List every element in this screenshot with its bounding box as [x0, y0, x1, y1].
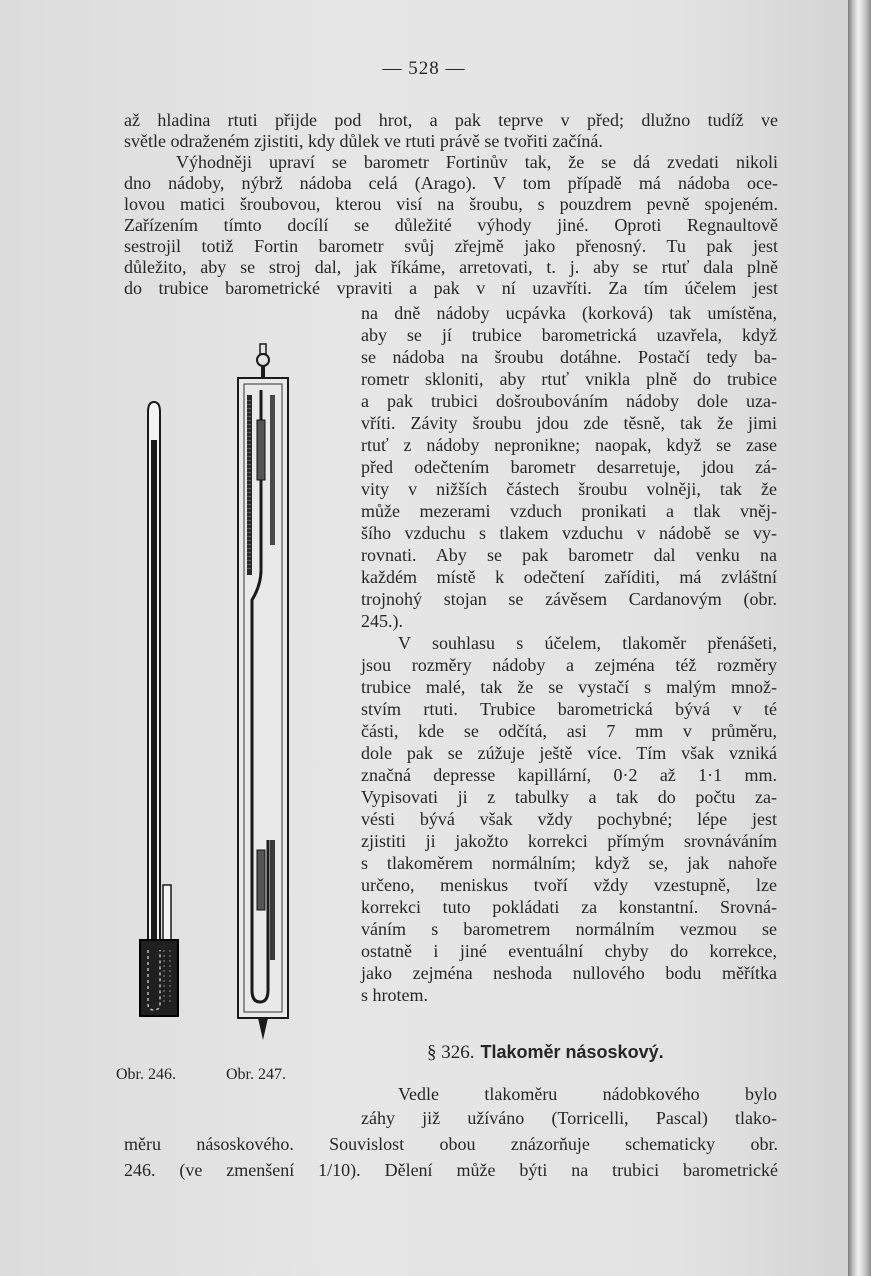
column-line: na dně nádoby ucpávka (korková) tak umístěna,: [361, 303, 777, 323]
page-number: — 528 —: [382, 58, 466, 79]
text-line: lovou matici šroubovou, kterou visí na šroubu, s pouzdrem pevně spojeném.: [124, 194, 778, 214]
column-line: s hrotem.: [361, 985, 428, 1005]
column-line: se nádoba na šroubu dotáhne. Postačí tedy ba-: [361, 347, 777, 367]
figure-caption-246: Obr. 246.: [116, 1066, 176, 1083]
column-line: s tlakoměrem normálním; když se, jak nahoře: [361, 853, 777, 873]
text-line: důležito, aby se stroj dal, jak říkáme, arretovati, t. j. aby se rtuť dala plně: [124, 257, 778, 277]
column-line: vříti. Závity šroubu jdou zde těsně, tak že jimi: [361, 413, 777, 433]
column-line: V souhlasu s účelem, tlakoměr přenášeti,: [398, 633, 777, 653]
column-line: před odečtením barometr desarretuje, jdou zá-: [361, 457, 777, 477]
column-line: trojnohý stojan se závěsem Cardanovým (obr.: [361, 589, 777, 609]
section-heading: [427, 1042, 664, 1064]
section-title: Tlakoměr násoskový.: [480, 1042, 664, 1062]
column-line: dole pak se zúžuje ještě více. Tím však vzniká: [361, 743, 777, 763]
text-line: sestrojil totiž Fortin barometr svůj zřejmě jako přenosný. Tu pak jest: [124, 236, 778, 256]
column-line: jsou rozměry nádoby a zejména též rozměry: [361, 655, 777, 675]
column-line: části, kde se odčítá, asi 7 mm v průměru,: [361, 721, 777, 741]
text-line: Výhodněji upraví se barometr Fortinův tak, že se dá zvedati nikoli: [176, 152, 778, 172]
text-line: Zařízením tímto docílí se důležité výhody jiné. Oproti Regnaultově: [124, 215, 778, 235]
column-line: váním s barometrem normálním vezmou se: [361, 919, 777, 939]
section-line: záhy již užíváno (Torricelli, Pascal) tlako-: [361, 1108, 777, 1128]
column-line: šího vzduchu s tlakem vzduchu v nádobě se vy-: [361, 523, 777, 543]
page-edge: [848, 0, 871, 1276]
column-line: korrekci tuto pokládati za konstantní. Srovná-: [361, 897, 777, 917]
column-line: jako zejména neshoda nullového bodu měřítka: [361, 963, 777, 983]
column-line: rtuť z nádoby nepronikne; naopak, když se zase: [361, 435, 777, 455]
column-line: určeno, meniskus tvoří vždy vzestupně, lze: [361, 875, 777, 895]
column-line: rometr skloniti, aby rtuť vnikla plně do trubice: [361, 369, 777, 389]
column-line: trubice malé, tak že se vystačí s malým množ-: [361, 677, 777, 697]
column-line: aby se jí trubice barometrická uzavřela, když: [361, 325, 777, 345]
column-line: může mezerami vzduch pronikati a tlak vněj-: [361, 501, 777, 521]
figure-caption-247: Obr. 247.: [226, 1066, 286, 1083]
siphon-barometer-figure: [140, 402, 178, 1016]
section-number: § 326.: [427, 1042, 475, 1063]
text-line: do trubice barometrické vpraviti a pak v ní uzavříti. Za tím účelem jest: [124, 278, 778, 298]
column-line: ostatně i jiné eventuální chyby do korrekce,: [361, 941, 777, 961]
column-line: a pak trubici došroubováním nádoby dole uza-: [361, 391, 777, 411]
text-line: světle odraženém zjistiti, kdy důlek ve rtuti právě se tvořiti začíná.: [124, 131, 603, 151]
barometer-figures: [130, 340, 300, 1060]
section-line: 246. (ve zmenšení 1/10). Dělení může býti na trubici barometrické: [124, 1160, 778, 1180]
column-line: každém místě k odečtení zaříditi, má zvláštní: [361, 567, 777, 587]
section-line: měru násoskového. Souvislost obou znázorňuje schematicky obr.: [124, 1134, 778, 1154]
fortin-barometer-figure: [238, 344, 288, 1040]
column-line: zjistiti ji jakožto korrekci přímým srovnáváním: [361, 831, 777, 851]
column-line: rovnati. Aby se pak barometr dal venku na: [361, 545, 777, 565]
column-line: vity v nižších částech šroubu volněji, tak že: [361, 479, 777, 499]
section-line: Vedle tlakoměru nádobkového bylo: [398, 1084, 777, 1104]
column-line: značná depresse kapillární, 0·2 až 1·1 mm.: [361, 765, 777, 785]
column-line: 245.).: [361, 611, 403, 631]
column-line: stvím rtuti. Trubice barometrická bývá v té: [361, 699, 777, 719]
column-line: vésti bývá však vždy pochybné; lépe jest: [361, 809, 777, 829]
text-line: až hladina rtuti přijde pod hrot, a pak teprve v před; dlužno tudíž ve: [124, 110, 778, 130]
column-line: Vypisovati ji z tabulky a tak do počtu za-: [361, 787, 777, 807]
text-line: dno nádoby, nýbrž nádoba celá (Arago). V tom případě má nádoba oce-: [124, 173, 778, 193]
